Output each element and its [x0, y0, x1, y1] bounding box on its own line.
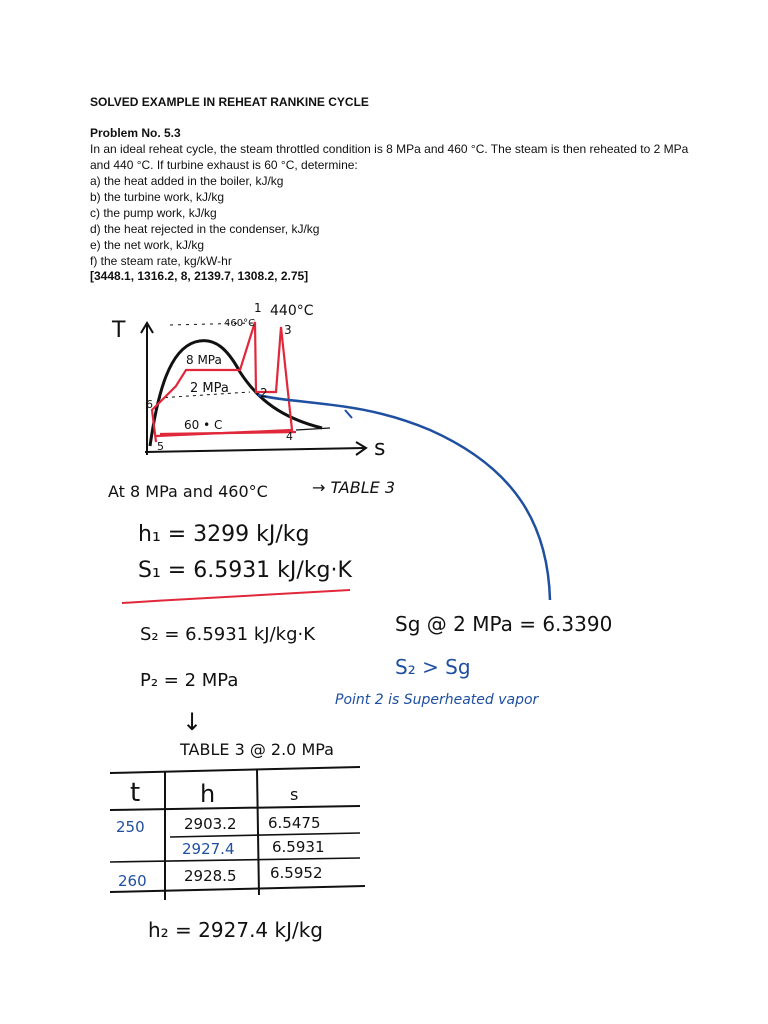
label-2mpa: 2 MPa: [190, 381, 229, 396]
point-6-label: 6: [146, 398, 153, 411]
t-axis-label: T: [112, 318, 126, 343]
table-hline-top: [110, 767, 360, 773]
question-a: a) the heat added in the boiler, kJ/kg: [90, 174, 284, 188]
table-vline-2: [257, 770, 259, 895]
table-hline-row1: [170, 833, 360, 837]
problem-statement-line2: and 440 °C. If turbine exhaust is 60 °C, determine:: [90, 158, 358, 172]
s-marker-line: [345, 410, 352, 418]
point-4-label: 4: [286, 430, 293, 443]
table-header-h: h: [200, 780, 216, 808]
sg-value: Sg @ 2 MPa = 6.3390: [395, 612, 613, 636]
point-1-label: 1: [254, 301, 262, 315]
down-arrow: ↓: [182, 708, 203, 736]
problem-label: Problem No. 5.3: [90, 126, 181, 140]
p2-value: P₂ = 2 MPa: [140, 670, 239, 691]
label-60c: 60 • C: [184, 418, 223, 432]
question-c: c) the pump work, kJ/kg: [90, 206, 217, 220]
h1-value: h₁ = 3299 kJ/kg: [138, 522, 310, 547]
table-row1-h: 2903.2: [184, 815, 237, 833]
label-8mpa: 8 MPa: [186, 353, 222, 367]
answer-key: [3448.1, 1316.2, 8, 2139.7, 1308.2, 2.75]: [90, 269, 309, 283]
document-title: SOLVED EXAMPLE IN REHEAT RANKINE CYCLE: [90, 95, 369, 109]
superheated-conclusion: Point 2 is Superheated vapor: [335, 692, 539, 708]
condensation-line: [160, 432, 296, 434]
table-reference: → TABLE 3: [312, 478, 396, 497]
table-row3-s: 6.5952: [270, 864, 323, 882]
s-axis-label: s: [374, 436, 386, 461]
point-3-label: 3: [284, 323, 292, 337]
table-row3-h: 2928.5: [184, 867, 237, 885]
s-axis: [145, 448, 365, 452]
problem-statement-line1: In an ideal reheat cycle, the steam throttled condition is 8 MPa and 460 °C. The steam is then reheated to 2 MPa: [90, 142, 689, 156]
table-row2-s: 6.5931: [272, 838, 325, 856]
point-5-label: 5: [157, 440, 164, 453]
red-underline: [122, 590, 350, 603]
s1-value: S₁ = 6.5931 kJ/kg·K: [138, 558, 352, 583]
s2-value: S₂ = 6.5931 kJ/kg·K: [140, 624, 316, 645]
entropy-comparison: S₂ > Sg: [395, 655, 471, 679]
table-hline-bottom: [110, 886, 365, 892]
question-d: d) the heat rejected in the condenser, kJ/kg: [90, 222, 320, 236]
table-row1-t: 250: [116, 818, 145, 836]
table-hline-row2: [110, 858, 360, 862]
exhaust-extension: [296, 428, 330, 430]
table-header-t: t: [130, 778, 141, 808]
question-e: e) the net work, kJ/kg: [90, 238, 205, 252]
label-440c: 440°C: [270, 303, 314, 319]
h2-value: h₂ = 2927.4 kJ/kg: [148, 918, 323, 942]
question-b: b) the turbine work, kJ/kg: [90, 190, 225, 204]
label-460c: 460°C: [224, 318, 256, 329]
table-row1-s: 6.5475: [268, 814, 321, 832]
point-2-label: 2: [260, 386, 268, 400]
table-row2-h: 2927.4: [182, 840, 235, 858]
table-hline-header: [110, 806, 360, 810]
state-1-conditions: At 8 MPa and 460°C: [108, 482, 268, 501]
question-f: f) the steam rate, kg/kW-hr: [90, 254, 232, 268]
table-header-s: s: [290, 785, 299, 804]
table-3-title: TABLE 3 @ 2.0 MPa: [180, 740, 334, 759]
table-row3-t: 260: [118, 872, 147, 890]
